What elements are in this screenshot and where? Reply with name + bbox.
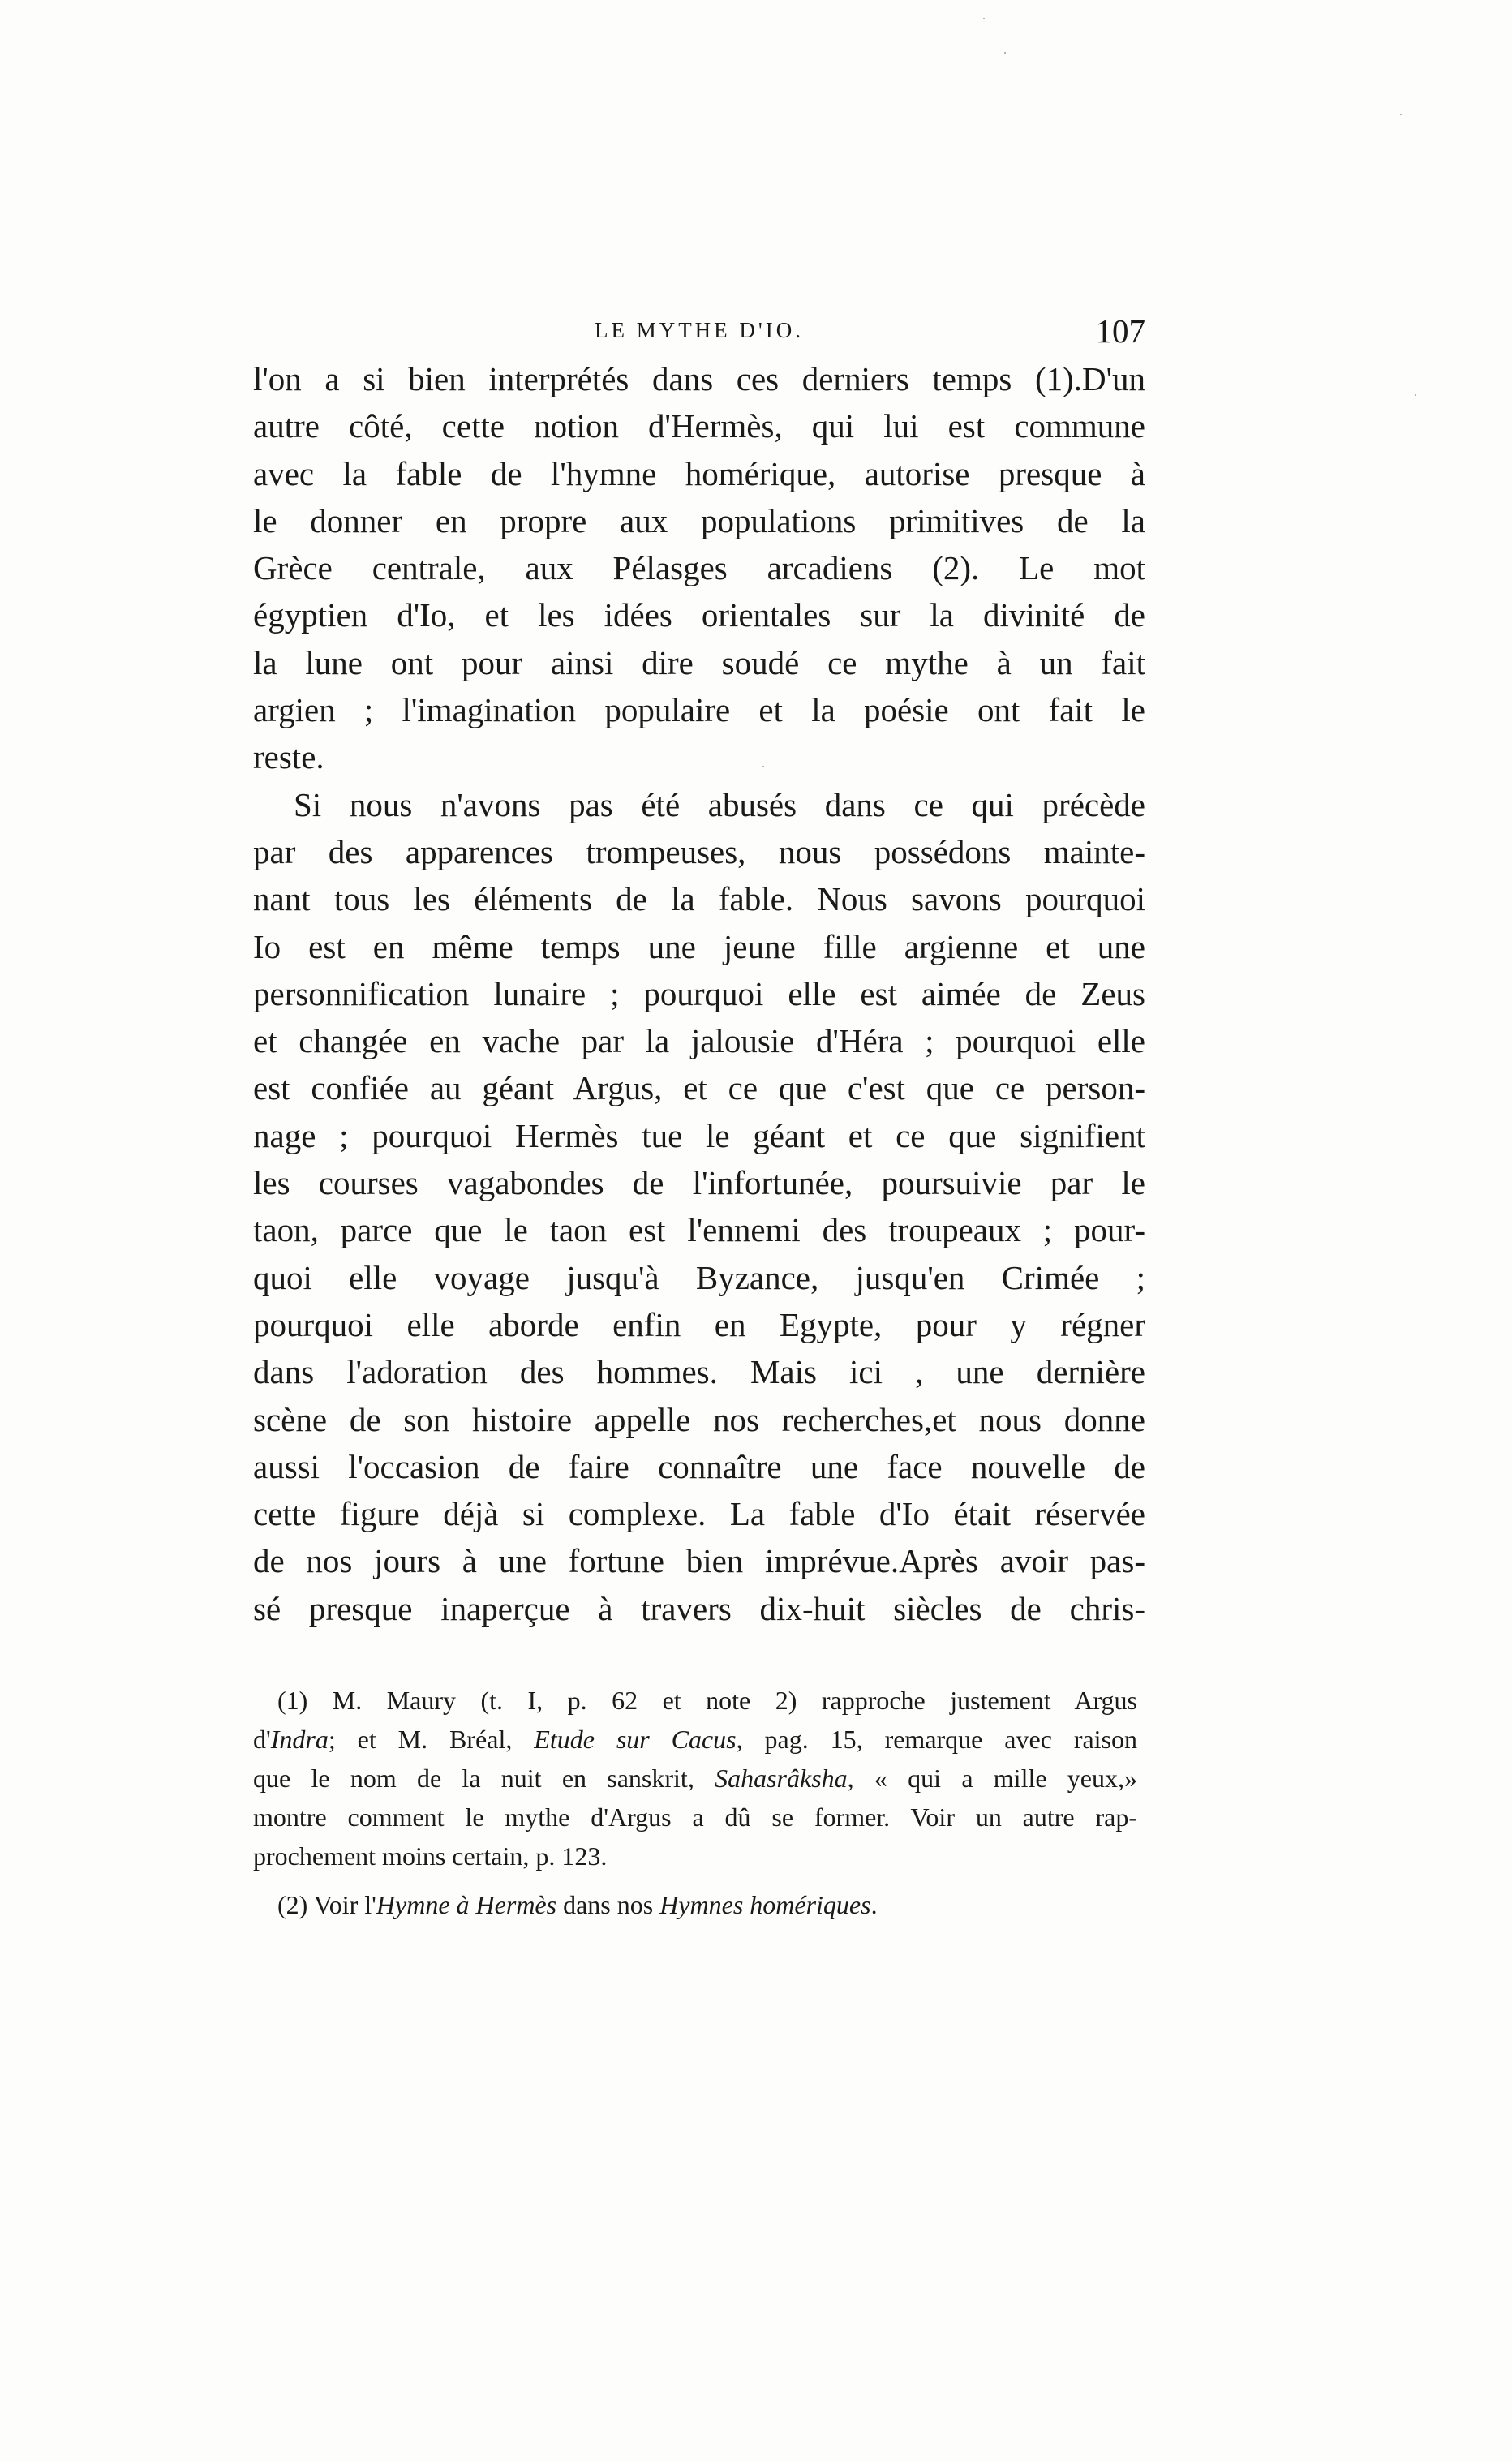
text-line: nant tous les éléments de la fable. Nous savons pourquoi [253,880,1145,918]
text-line: nage ; pourquoi Hermès tue le géant et ce que signifient [253,1116,1145,1154]
paper-speck [1004,52,1006,54]
text-line: autre côté, cette notion d'Hermès, qui lui est commune [253,407,1145,445]
text-line: égyptien d'Io, et les idées orientales sur la divinité de [253,596,1145,634]
text-line: personnification lunaire ; pourquoi elle est aimée de Zeus [253,974,1145,1012]
paper-speck [983,18,985,19]
text-line: Grèce centrale, aux Pélasges arcadiens (2). Le mot [253,549,1145,587]
body-text [253,355,1145,1632]
footnote-1-line: d'Indra; et M. Bréal, Etude sur Cacus, pag. 15, remarque avec raison [253,1725,1138,1754]
text-line: par des apparences trompeuses, nous possédons mainte- [253,832,1145,870]
text-line: pourquoi elle aborde enfin en Egypte, pour y régner [253,1305,1145,1343]
paragraph-start-line: Si nous n'avons pas été abusés dans ce qui précède [294,785,1145,823]
text-line: argien ; l'imagination populaire et la poésie ont fait le [253,691,1145,729]
text-line: sé presque inaperçue à travers dix-huit siècles de chris- [253,1589,1145,1627]
text-line: est confiée au géant Argus, et ce que c'est que ce person- [253,1069,1145,1107]
text-line: de nos jours à une fortune bien imprévue.Après avoir pas- [253,1542,1145,1580]
text-line: dans l'adoration des hommes. Mais ici , une dernière [253,1353,1145,1391]
running-title: LE MYTHE D'IO. [594,318,805,342]
footnote-1-line: (1) M. Maury (t. I, p. 62 et note 2) rapproche justement Argus [277,1686,1137,1715]
paper-speck [1415,394,1416,396]
text-line: les courses vagabondes de l'infortunée, poursuivie par le [253,1164,1145,1202]
paper-speck [762,766,764,767]
footnote-1-line: montre comment le mythe d'Argus a dû se former. Voir un autre rap- [253,1802,1137,1832]
text-line: quoi elle voyage jusqu'à Byzance, jusqu'en Crimée ; [253,1258,1145,1296]
page-number: 107 [1095,312,1145,350]
text-line: et changée en vache par la jalousie d'Héra ; pourquoi elle [253,1022,1145,1060]
text-line: taon, parce que le taon est l'ennemi des troupeaux ; pour- [253,1211,1145,1249]
footnote-1-line: que le nom de la nuit en sanskrit, Sahasrâksha, « qui a mille yeux,» [253,1764,1138,1793]
paragraph-end-line: reste. [253,738,324,776]
text-line: scène de son histoire appelle nos recherches,et nous donne [253,1400,1145,1438]
footnote-1-line: prochement moins certain, p. 123. [253,1841,608,1871]
text-line: la lune ont pour ainsi dire soudé ce mythe à un fait [253,643,1145,681]
running-head [253,312,1145,357]
text-line: aussi l'occasion de faire connaître une face nouvelle de [253,1447,1145,1485]
text-line: Io est en même temps une jeune fille argienne et une [253,927,1145,965]
text-line: cette figure déjà si complexe. La fable d'Io était réservée [253,1495,1145,1533]
paper-speck [1400,114,1402,115]
footnote-2-line: (2) Voir l'Hymne à Hermès dans nos Hymnes homériques. [277,1890,878,1919]
text-line: avec la fable de l'hymne homérique, autorise presque à [253,454,1145,492]
footnotes [253,1681,1137,1924]
text-line: le donner en propre aux populations primitives de la [253,501,1145,539]
text-line: l'on a si bien interprétés dans ces derniers temps (1).D'un [253,360,1145,397]
